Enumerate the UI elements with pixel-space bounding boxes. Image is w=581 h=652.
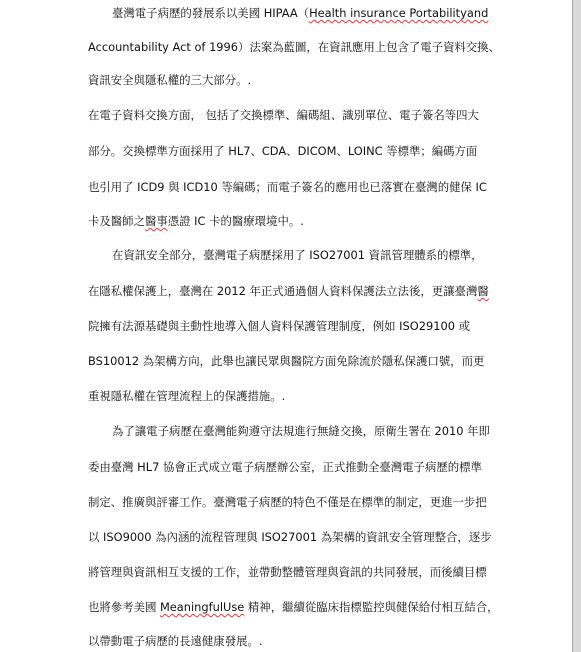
- text-run: 也將參考美國: [88, 600, 160, 614]
- text-run: 以帶動電子病歷的長遠健康發展。.: [88, 634, 263, 648]
- text-line: [88, 40, 558, 54]
- text-run: 部分。交換標準方面採用了 HL7、CDA、DICOM、LOINC 等標準；編碼方面: [88, 144, 478, 158]
- spellcheck-underlined-text: Health insurance Portabilityand: [309, 6, 489, 20]
- text-run: 制定、推廣與評審工作。臺灣電子病歷的特色不僅是在標準的制定，更進一步把: [88, 495, 487, 509]
- text-line: [88, 108, 558, 122]
- text-run: 在資訊安全部分，臺灣電子病歷採用了 ISO27001 資訊管理體系的標準，: [112, 248, 483, 262]
- text-run: BS10012 為架構方向，此舉也讓民眾與醫院方面免除流於隱私保護口號，而更: [88, 354, 485, 368]
- text-run: 將管理與資訊相互支援的工作，並帶動整體管理與資訊的共同發展，而後續目標: [88, 565, 487, 579]
- page-edge: [572, 0, 581, 652]
- text-run: 憑證 IC 卡的醫療環境中。.: [167, 214, 304, 228]
- text-run: 資訊安全與隱私權的三大部分。.: [88, 73, 252, 87]
- spellcheck-underlined-text: MeaningfulUse: [159, 600, 245, 614]
- text-line: [88, 354, 558, 368]
- text-run: 臺灣電子病歷的發展系以美國 HIPAA（: [112, 6, 310, 20]
- text-line: [88, 144, 558, 158]
- text-line: [88, 284, 558, 298]
- text-line: [88, 214, 558, 228]
- text-line: [88, 495, 558, 509]
- text-line: [88, 180, 558, 194]
- text-run: 也引用了 ICD9 與 ICD10 等編碼；而電子簽名的應用也已落實在臺灣的健保 IC: [88, 180, 487, 194]
- text-run: 以 ISO9000 為內涵的流程管理與 ISO27001 為架構的資訊安全管理整合，逐步: [88, 530, 492, 544]
- text-run: 委由臺灣 HL7 協會正式成立電子病歷辦公室，正式推動全臺灣電子病歷的標準: [88, 460, 482, 474]
- text-line: [112, 248, 558, 262]
- text-line: [88, 530, 558, 544]
- text-run: 精神，繼續從臨床指標監控與健保給付相互結合，: [244, 600, 499, 614]
- text-line: [88, 460, 558, 474]
- text-line: [88, 73, 558, 87]
- text-run: 卡及醫師之: [88, 214, 145, 228]
- text-run: 為了讓電子病歷在臺灣能夠遵守法規進行無縫交換，原衛生署在 2010 年即: [112, 424, 490, 438]
- text-line: [88, 319, 558, 333]
- text-run: Accountability Act of 1996）法案為藍圖，在資訊應用上包含了電子資料交換、: [88, 40, 501, 54]
- text-line: [112, 424, 558, 438]
- text-line: [88, 600, 558, 614]
- spellcheck-underlined-text: 醫: [477, 284, 489, 298]
- text-run: 院擁有法源基礎與主動性地導入個人資料保護管理制度，例如 ISO29100 或: [88, 319, 470, 333]
- text-line: [88, 565, 558, 579]
- text-run: 在電子資料交換方面， 包括了交換標準、編碼組、識別單位、電子簽名等四大: [88, 108, 479, 122]
- spellcheck-underlined-text: 醫事: [144, 214, 168, 228]
- text-line: [88, 389, 558, 403]
- text-run: 在隱私權保護上，臺灣在 2012 年正式通過個人資料保護法立法後，更讓臺灣: [88, 284, 478, 298]
- text-line: [88, 634, 558, 648]
- text-line: [112, 6, 558, 20]
- text-run: 重視隱私權在管理流程上的保護措施。.: [88, 389, 286, 403]
